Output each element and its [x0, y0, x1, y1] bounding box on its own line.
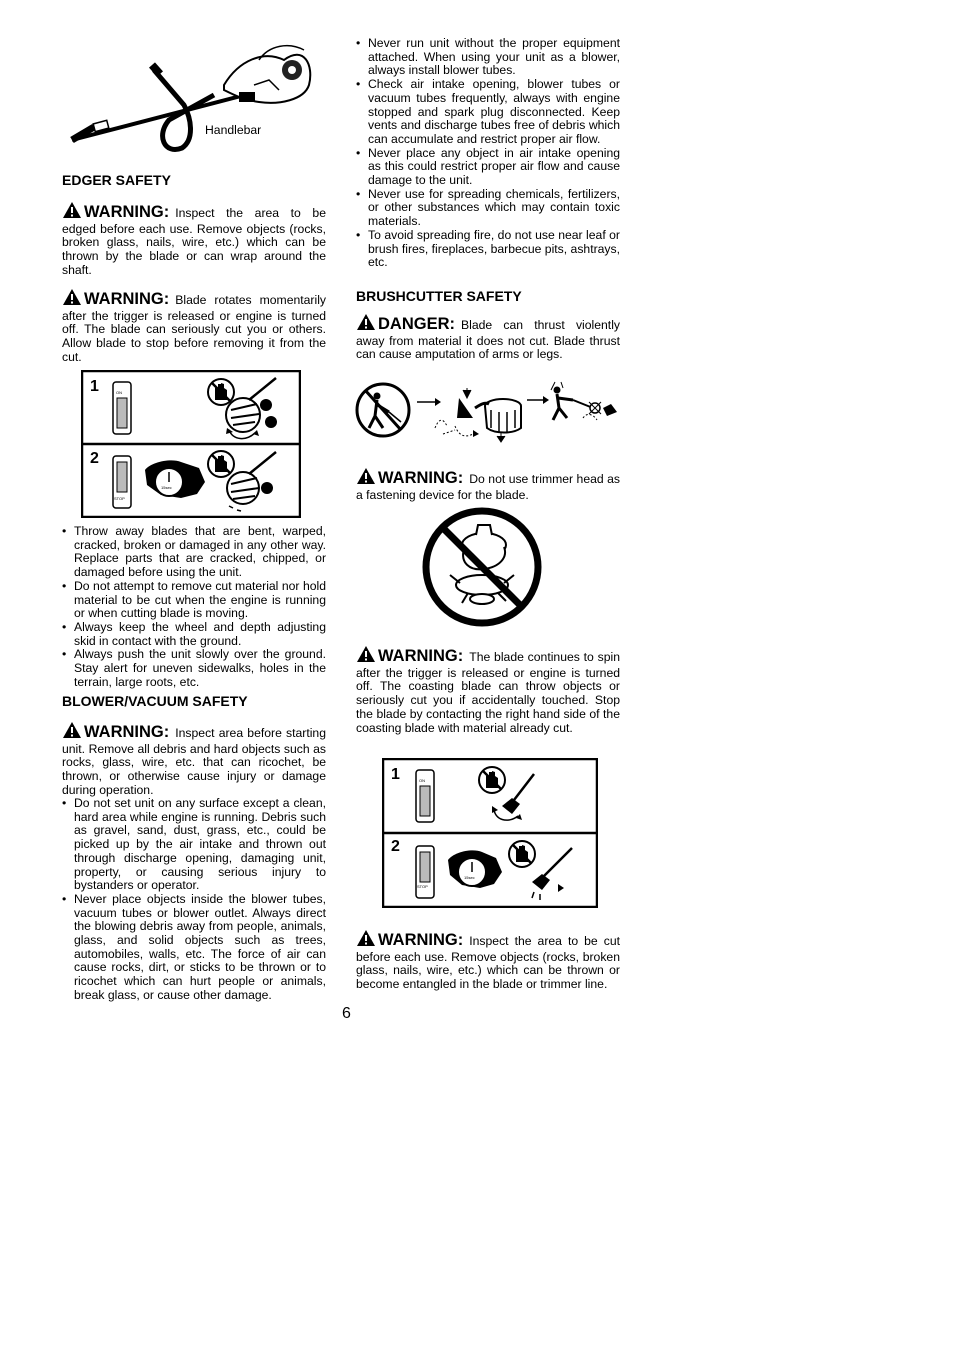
step-number: 2 [391, 838, 400, 855]
step-number: 1 [391, 766, 400, 783]
handlebar-label: Handlebar [205, 123, 262, 137]
step-number: 2 [90, 450, 99, 467]
edger-bullet-list [62, 525, 326, 689]
warning-triangle-icon [62, 721, 82, 743]
list-item: • Never place objects inside the blower tubes, vacuum tubes or blower outlet. Always direct the blowing debris away from people, animals, glass, and solid objects such as trees, automobiles, walls, etc. The force of air can cause rocks, dirt, or sticks to be thrown or to ricochet which can hurt people or animals, break glass, or cause other damage. [62, 893, 326, 1003]
list-item: • Never place any object in air intake opening as this could restrict proper air flow and cause damage to the unit. [356, 147, 620, 188]
no-trimmer-head-fastener-icon [420, 505, 544, 629]
warning-text: The blade continues to spin after the trigger is released or engine is turned off. The coasting blade can throw objects or seriously cut you if accidentally touched. Stop the blade by contacting the right hand side of the coasting blade with material already cut. [356, 650, 620, 735]
list-item: • Never use for spreading chemicals, fertilizers, or other substances which may contain toxic materials. [356, 188, 620, 229]
warning-triangle-icon [356, 467, 376, 489]
warning-label: WARNING: [84, 203, 170, 221]
brushcutter-safety-heading: BRUSHCUTTER SAFETY [356, 288, 522, 304]
warning-text: Inspect the area to be edged before each use. Remove objects (rocks, broken glass, nails, wire, etc.) which can be thrown by the blade or can wrap around the shaft. [62, 206, 326, 277]
warning-text: Inspect the area to be cut before each use. Remove objects (rocks, broken glass, nails, wire, etc.) which can be thrown or become entangled in the blade or trimmer line. [356, 934, 620, 992]
list-item: • Throw away blades that are bent, warped, cracked, broken or damaged in any other way. Replace parts that are cracked, chipped, or damaged before using the unit. [62, 525, 326, 580]
timer-label: 15sec [161, 485, 172, 490]
warning-label: WARNING: [378, 647, 464, 665]
brushcutter-blade-stop-figure [382, 758, 598, 908]
brushcutter-warning-1 [356, 467, 620, 502]
switch-stop-label: STOP [417, 884, 428, 889]
warning-triangle-icon [356, 645, 376, 667]
edger-warning-1 [62, 201, 326, 278]
list-item: • Check air intake opening, blower tubes or vacuum tubes frequently, always with engine stopped and spark plug disconnected. Keep vents and discharge tubes free of debris which can accumulate and restrict proper air flow. [356, 78, 620, 147]
warning-triangle-icon [356, 929, 376, 951]
danger-text: Blade can thrust violently away from material it does not cut. Blade thrust can cause amputation of arms or legs. [356, 318, 620, 362]
list-item: • To avoid spreading fire, do not use near leaf or brush fires, fireplaces, barbecue pits, ashtrays, etc. [356, 229, 620, 270]
switch-stop-label: STOP [114, 496, 125, 501]
list-item: • Always push the unit slowly over the ground. Stay alert for uneven sidewalks, holes in the terrain, large roots, etc. [62, 648, 326, 689]
switch-on-label: ON [419, 778, 425, 783]
list-item: • Always keep the wheel and depth adjusting skid in contact with the ground. [62, 621, 326, 648]
brushcutter-warning-2 [356, 645, 620, 735]
warning-text: Do not use trimmer head as a fastening device for the blade. [356, 472, 620, 502]
right-bullet-list [356, 37, 620, 270]
blower-vacuum-safety-heading: BLOWER/VACUUM SAFETY [62, 693, 248, 709]
brushcutter-danger [356, 313, 620, 362]
blower-warning [62, 721, 326, 798]
warning-triangle-icon [62, 288, 82, 310]
warning-label: WARNING: [84, 290, 170, 308]
list-item: • Never run unit without the proper equipment attached. When using your unit as a blower, always install blower tubes. [356, 37, 620, 78]
warning-text: Inspect area before starting unit. Remove all debris and hard objects such as rocks, glass, wire, etc. that can ricochet, be thrown, or otherwise cause injury or damage during operation. [62, 726, 326, 797]
blower-bullet-list [62, 797, 326, 1003]
handlebar-illustration [64, 30, 314, 155]
blade-thrust-illustration [355, 378, 620, 450]
edger-blade-stop-figure [81, 370, 301, 518]
list-item: • Do not attempt to remove cut material nor hold material to be cut when the engine is running or when cutting blade is moving. [62, 580, 326, 621]
switch-on-label: ON [116, 390, 122, 395]
warning-triangle-icon [62, 201, 82, 223]
page-number: 6 [342, 1005, 351, 1022]
warning-triangle-icon [356, 313, 376, 335]
warning-label: WARNING: [378, 469, 464, 487]
timer-label: 15sec [464, 875, 475, 880]
step-number: 1 [90, 378, 99, 395]
brushcutter-warning-3 [356, 929, 620, 992]
list-item: • Do not set unit on any surface except a clean, hard area while engine is running. Debris such as gravel, sand, dust, grass, etc., could be picked up by the air intake and thrown out through discharge opening, damaging unit, property, or causing serious injury to bystanders or operator. [62, 797, 326, 893]
warning-label: WARNING: [84, 723, 170, 741]
edger-safety-heading: EDGER SAFETY [62, 172, 171, 188]
edger-warning-2 [62, 288, 326, 365]
warning-label: WARNING: [378, 931, 464, 949]
warning-text: Blade rotates momentarily after the trigger is released or engine is turned off. The blade can seriously cut you or others. Allow blade to stop before removing it from the cut. [62, 293, 326, 364]
danger-label: DANGER: [378, 315, 455, 333]
